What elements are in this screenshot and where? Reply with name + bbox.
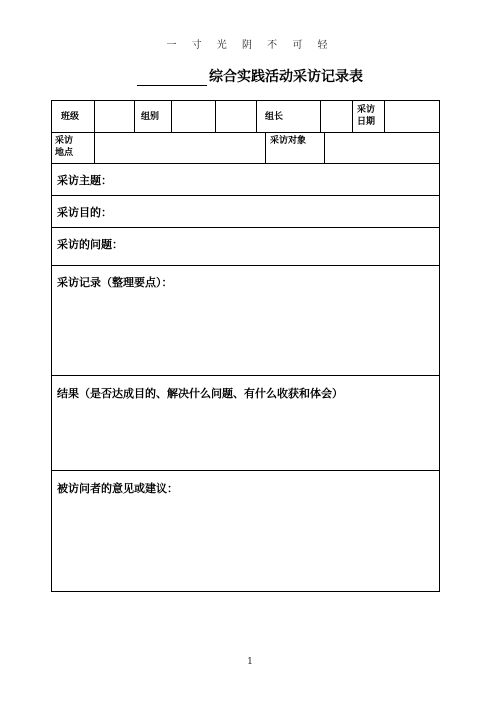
theme-label: 采访主题： [57,174,112,187]
leader-label-cell [257,101,321,132]
location-label-cell [52,133,95,163]
class-label-cell [52,101,95,132]
group-label: 组别 [141,111,160,122]
location-value-cell[interactable] [95,133,266,163]
target-label: 采访对象 [270,136,307,146]
form-row-location [52,133,439,164]
interview-record-form [51,100,440,592]
opinion-label: 被访问者的意见或建议： [57,482,178,495]
target-value-cell[interactable] [325,133,441,163]
location-label: 采访地点 [55,136,74,158]
leader-spacer-cell[interactable] [216,101,257,132]
form-row-purpose[interactable] [52,196,439,228]
form-row-class-info [52,101,439,133]
class-label: 班级 [61,111,80,122]
form-title-text: 综合实践活动采访记录表 [209,69,363,85]
purpose-label: 采访目的： [57,206,112,219]
leader-label: 组长 [265,111,284,122]
date-label-cell [353,101,385,132]
target-label-cell [266,133,325,163]
group-value-cell[interactable] [172,101,216,132]
record-label: 采访记录（整理要点）： [57,276,173,289]
result-label: 结果（是否达成目的、解决什么问题、有什么收获和体会） [57,387,343,400]
questions-label: 采访的问题： [57,238,123,251]
form-row-result[interactable] [52,376,439,471]
form-row-questions[interactable] [52,228,439,266]
form-row-record[interactable] [52,266,439,376]
date-value-cell[interactable] [385,101,441,132]
leader-value-cell[interactable] [321,101,353,132]
page-number: 1 [247,657,253,667]
class-value-cell[interactable] [95,101,135,132]
title-blank-line[interactable] [137,71,207,86]
form-title [0,66,500,86]
page-header-motto: 一 寸 光 阴 不 可 轻 [166,40,334,51]
form-row-theme[interactable] [52,164,439,196]
group-label-cell [135,101,172,132]
date-label: 采访日期 [357,105,376,127]
form-row-opinion[interactable] [52,471,439,591]
